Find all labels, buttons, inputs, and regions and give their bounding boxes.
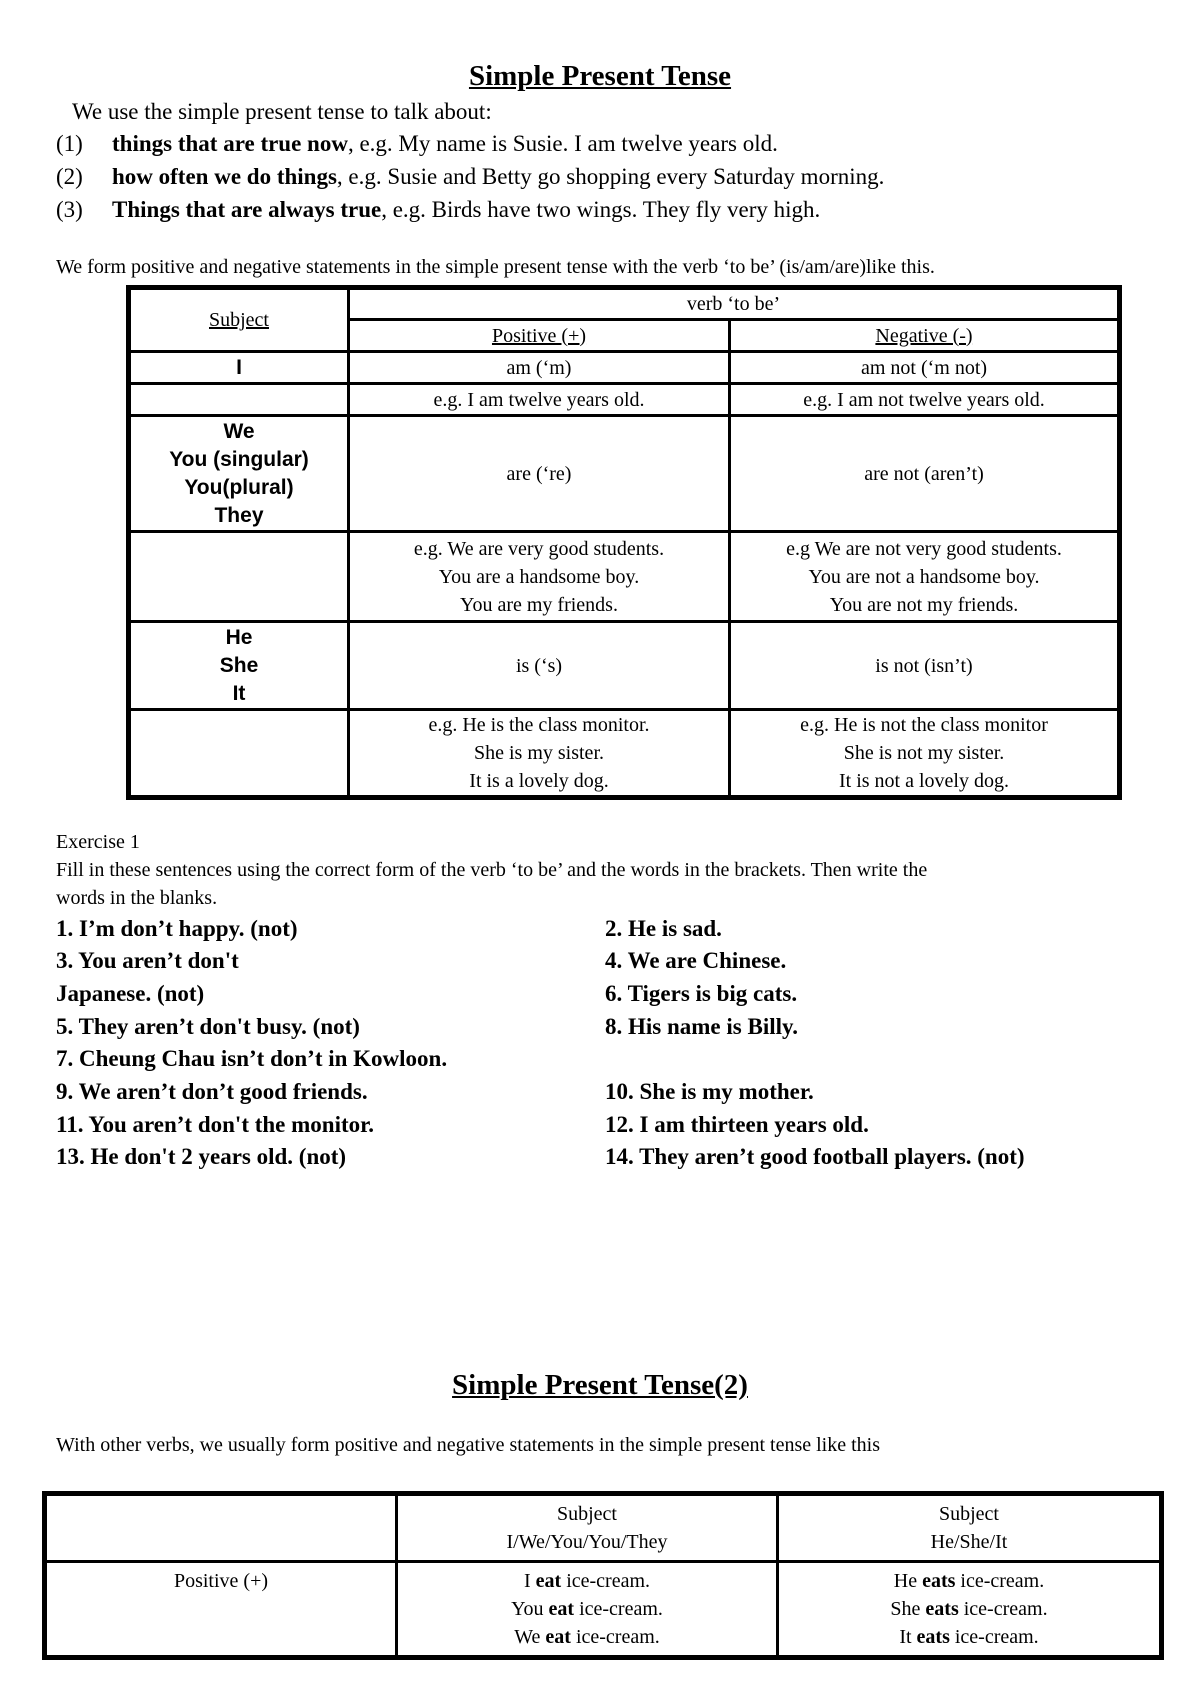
point-number: (3) <box>56 197 83 222</box>
exercise-title: Exercise 1 <box>56 831 140 853</box>
table-intro: We form positive and negative statements in the simple present tense with the verb ‘to be’ (is/am/are)like this. <box>56 256 935 278</box>
point-bold-text: Things that are always true <box>112 197 382 222</box>
negative-example: e.g We are not very good students. You are not a handsome boy. You are not my friends. <box>730 532 1120 622</box>
answer-item: 12. I am thirteen years old. <box>605 1112 869 1137</box>
row-label: Positive (+) <box>45 1562 397 1658</box>
answer-item: Japanese. (not) <box>56 981 205 1006</box>
answer-item: 5. They aren’t don't busy. (not) <box>56 1014 360 1039</box>
negative-form: are not (aren’t) <box>730 416 1120 532</box>
other-verbs-table <box>42 1491 1164 1660</box>
empty-cell <box>129 710 349 798</box>
positive-example: e.g. He is the class monitor. She is my sister. It is a lovely dog. <box>349 710 730 798</box>
intro-text: We use the simple present tense to talk about: <box>72 99 492 124</box>
point-example: , e.g. My name is Susie. I am twelve years old. <box>347 131 778 156</box>
answer-item: 1. I’m don’t happy. (not) <box>56 916 298 941</box>
section2-intro: With other verbs, we usually form positive and negative statements in the simple present tense like this <box>56 1434 881 1456</box>
point-example: , e.g. Susie and Betty go shopping every Saturday morning. <box>336 164 885 189</box>
answer-item: 14. They aren’t good football players. (not) <box>605 1144 1025 1169</box>
empty-cell <box>45 1494 397 1562</box>
page-title: Simple Present Tense <box>468 60 732 92</box>
negative-example: e.g. I am not twelve years old. <box>730 384 1120 416</box>
subject-cell: He She It <box>129 622 349 710</box>
table-row <box>129 710 1120 798</box>
answer-item: 10. She is my mother. <box>605 1079 814 1104</box>
point-bold-text: how often we do things <box>112 164 337 189</box>
answer-item: 13. He don't 2 years old. (not) <box>56 1144 347 1169</box>
empty-cell <box>129 532 349 622</box>
answer-item: 6. Tigers is big cats. <box>605 981 798 1006</box>
subject-header: Subject <box>129 288 349 352</box>
positive-examples: He eats ice-cream. She eats ice-cream. It eats ice-cream. <box>778 1562 1162 1658</box>
verb-header: verb ‘to be’ <box>349 288 1120 320</box>
table-row <box>129 384 1120 416</box>
negative-example: e.g. He is not the class monitor She is not my sister. It is not a lovely dog. <box>730 710 1120 798</box>
exercise-instruction: Fill in these sentences using the correct form of the verb ‘to be’ and the words in the brackets. Then write the <box>56 859 928 881</box>
empty-cell <box>129 384 349 416</box>
positive-form: are (‘re) <box>349 416 730 532</box>
table-row <box>129 352 1120 384</box>
exercise-instruction-cont: words in the blanks. <box>56 887 218 909</box>
point-number: (1) <box>56 131 83 156</box>
verb-to-be-table <box>126 285 1122 800</box>
subject-cell: I <box>129 352 349 384</box>
answer-item: 11. You aren’t don't the monitor. <box>56 1112 374 1137</box>
answer-item: 4. We are Chinese. <box>605 948 787 973</box>
subject-cell: We You (singular) You(plural) They <box>129 416 349 532</box>
answer-item: 3. You aren’t don't <box>56 948 239 973</box>
positive-example: e.g. We are very good students. You are a handsome boy. You are my friends. <box>349 532 730 622</box>
negative-header: Negative (-) <box>730 320 1120 352</box>
negative-form: am not (‘m not) <box>730 352 1120 384</box>
positive-form: is (‘s) <box>349 622 730 710</box>
column-header: Subject He/She/It <box>778 1494 1162 1562</box>
section2-title: Simple Present Tense(2) <box>452 1369 748 1401</box>
answer-item: 8. His name is Billy. <box>605 1014 798 1039</box>
table-row <box>45 1562 1162 1658</box>
column-header: Subject I/We/You/You/They <box>397 1494 778 1562</box>
usage-point-3 <box>56 197 820 223</box>
point-number: (2) <box>56 164 83 189</box>
answer-item: 7. Cheung Chau isn’t don’t in Kowloon. <box>56 1046 448 1071</box>
usage-point-1 <box>56 131 778 157</box>
answer-item: 2. He is sad. <box>605 916 722 941</box>
table-header-row <box>45 1494 1162 1562</box>
usage-point-2 <box>56 164 884 190</box>
negative-form: is not (isn’t) <box>730 622 1120 710</box>
positive-form: am (‘m) <box>349 352 730 384</box>
point-example: , e.g. Birds have two wings. They fly very high. <box>381 197 821 222</box>
answer-item: 9. We aren’t don’t good friends. <box>56 1079 368 1104</box>
point-bold-text: things that are true now <box>112 131 348 156</box>
table-row <box>129 622 1120 710</box>
positive-example: e.g. I am twelve years old. <box>349 384 730 416</box>
table-row <box>129 416 1120 532</box>
positive-header: Positive (+) <box>349 320 730 352</box>
table-row <box>129 532 1120 622</box>
positive-examples: I eat ice-cream. You eat ice-cream. We eat ice-cream. <box>397 1562 778 1658</box>
